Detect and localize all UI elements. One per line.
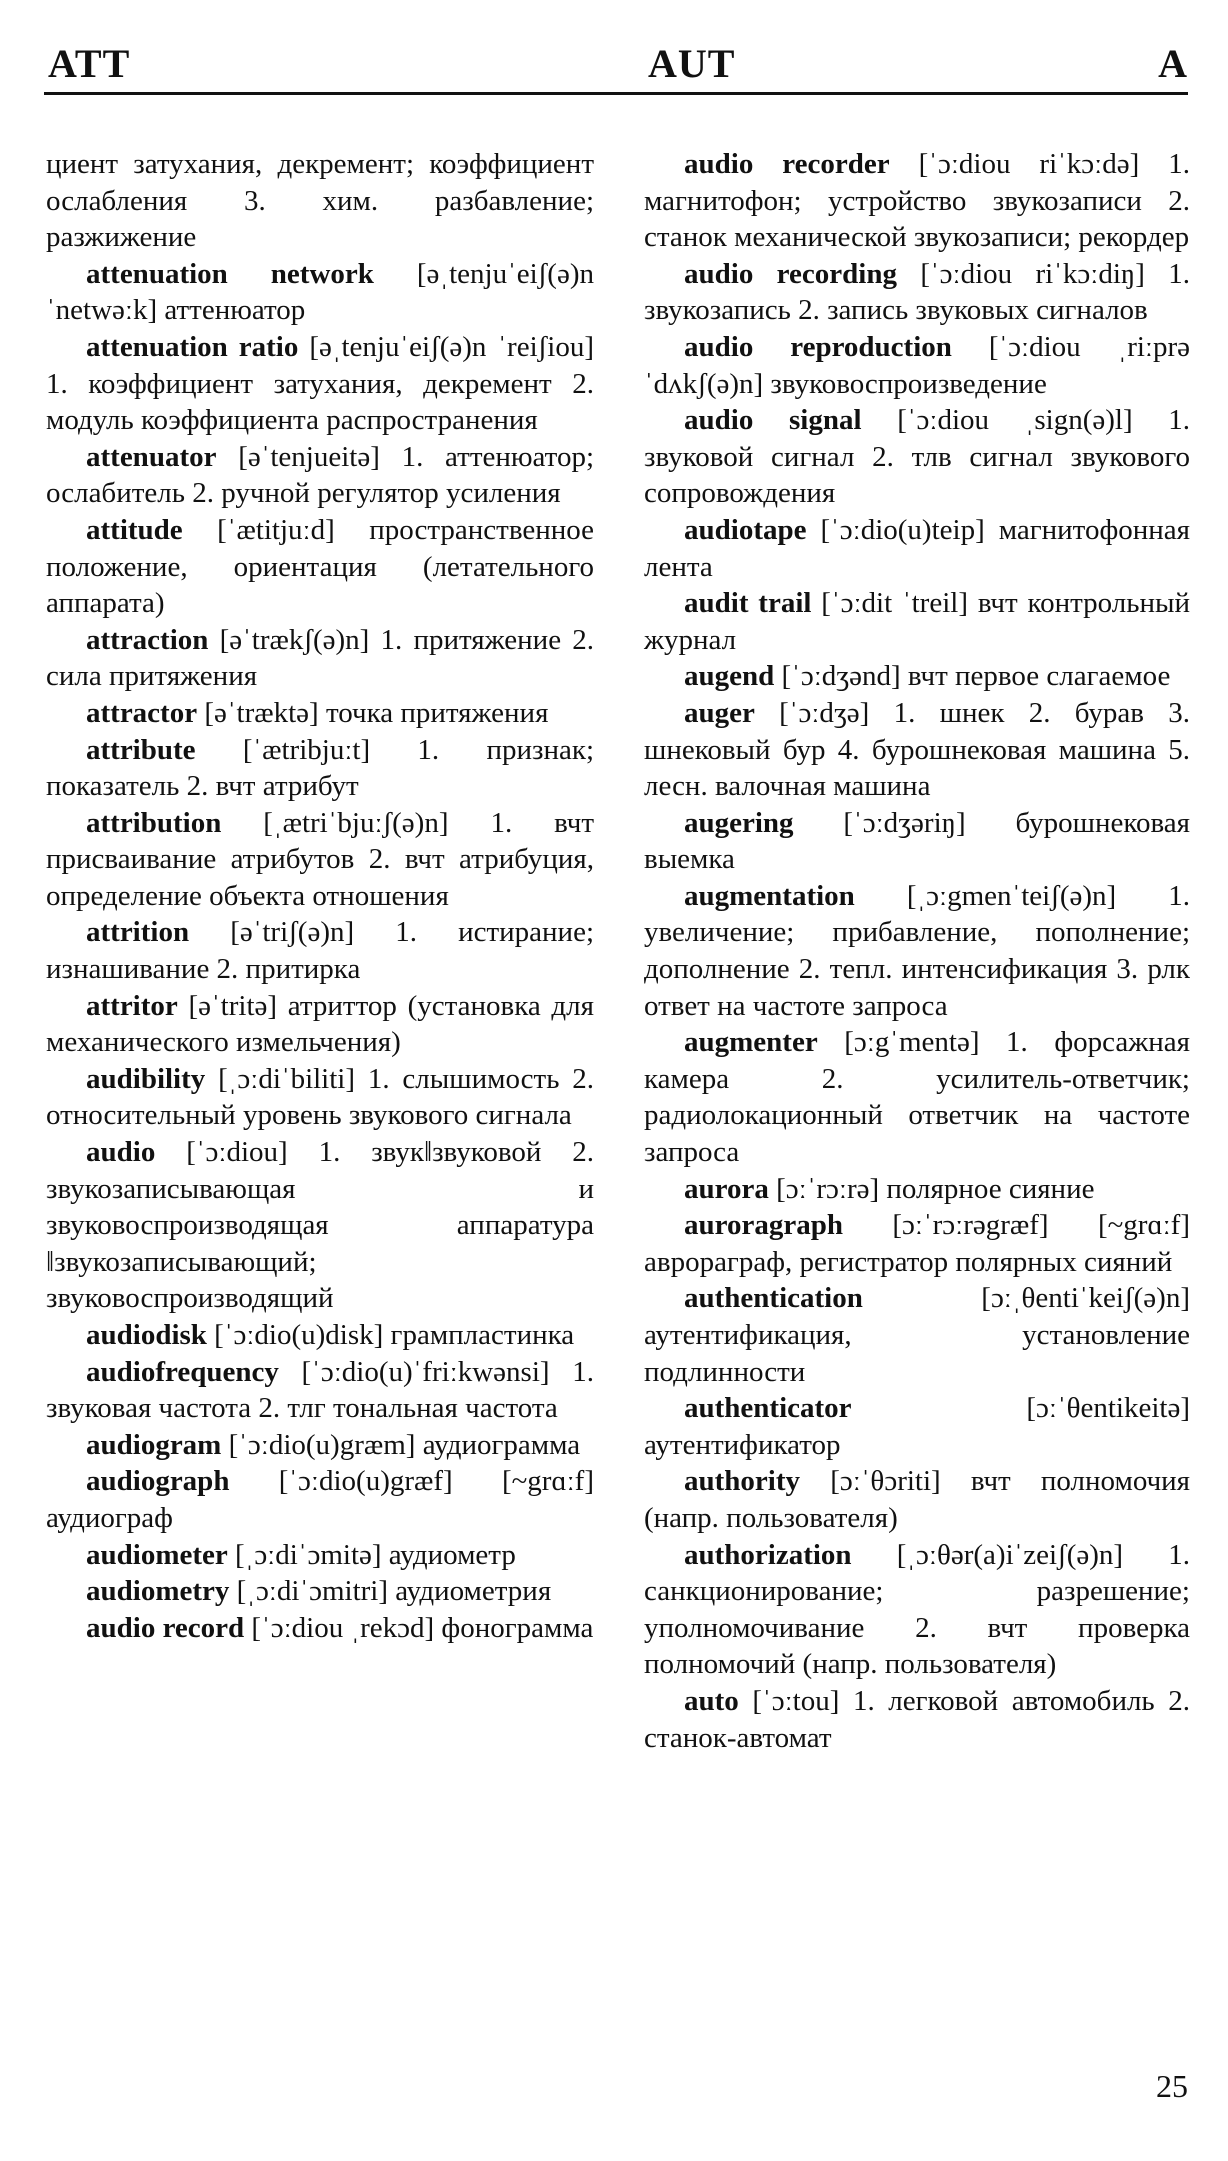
entry-transcription: [ˈɔːtou] (752, 1684, 840, 1717)
entry-definition: 1. увеличение; прибавление, пополнение; дополнение 2. тепл. интенсификация 3. рлк ответ на частоте запроса (644, 879, 1190, 1022)
dictionary-entry (644, 1171, 1190, 1208)
dictionary-entry (644, 1463, 1190, 1536)
entry-headword: authentication (684, 1282, 863, 1315)
entry-headword: attribution (86, 806, 222, 839)
entry-transcription: [ˈɔːdio(u)græf] (278, 1465, 453, 1498)
entry-headword: attraction (86, 623, 209, 656)
entry-headword: attenuation ratio (86, 330, 299, 363)
entry-transcription: [ɔːˌθentiˈkeiʃ(ə)n] (981, 1282, 1190, 1315)
entry-definition: атриттор (установка для механического измельчения) (46, 989, 594, 1059)
header-rule (44, 92, 1188, 95)
entry-headword: augering (684, 806, 794, 839)
entry-transcription: [ɔːˈθɔriti] (830, 1465, 941, 1498)
dictionary-entry (644, 512, 1190, 585)
dictionary-entry (46, 622, 594, 695)
entry-definition: 1. аттенюатор; ослабитель 2. ручной регулятор усиления (46, 440, 595, 510)
entry-transcription: [əˈtenjueitə] (238, 440, 380, 473)
entry-definition: 1. признак; показатель 2. вчт атрибут (46, 733, 595, 803)
entry-headword: auroragraph (684, 1209, 843, 1242)
entry-definition: 1. слышимость 2. относительный уровень звукового сигнала (46, 1062, 595, 1132)
entry-definition: грампластинка (390, 1319, 575, 1351)
entry-headword: audiometry (86, 1575, 230, 1608)
entry-definition: звуковоспроизведение (770, 367, 1047, 400)
entry-definition: магнитофонная лента (644, 513, 1191, 583)
entry-definition: 1. магнитофон; устройство звукозаписи 2. станок механической звукозаписи; рекордер (644, 148, 1191, 254)
entry-headword: audit trail (684, 587, 812, 620)
entry-definition: аудиометр (388, 1538, 516, 1571)
running-head (48, 40, 1188, 90)
dictionary-entry (644, 256, 1190, 329)
entry-transcription: [ˈɔːdio(u)disk] (214, 1319, 384, 1351)
entry-definition: аудиометрия (395, 1575, 552, 1608)
entry-definition: 1. санкционирование; разрешение; уполномочивание 2. вчт проверка полномочий (напр. пользователя) (644, 1538, 1190, 1681)
entry-headword: audiograph (86, 1465, 230, 1498)
entry-definition: аттенюатор (164, 294, 306, 327)
entry-definition: вчт контрольный журнал (644, 587, 1190, 656)
dictionary-entry (46, 146, 594, 256)
dictionary-entry (46, 1463, 594, 1536)
entry-definition: 1. звукозапись 2. запись звуковых сигналов (644, 257, 1190, 327)
dictionary-entry (46, 1134, 594, 1317)
entry-headword: authority (684, 1465, 800, 1498)
entry-headword: authorization (684, 1538, 852, 1571)
dictionary-entry (46, 805, 594, 915)
entry-headword: attenuator (86, 440, 217, 473)
entry-transcription: [əˈtritə] (188, 989, 278, 1022)
entry-definition: 1. коэффициент затухания, декремент 2. модуль коэффициента распространения (46, 367, 594, 437)
entry-definition: фонограмма (441, 1611, 594, 1644)
dictionary-entry (46, 329, 594, 439)
entry-headword: audibility (86, 1062, 206, 1095)
entry-transcription: [ɔːˈrɔːrəgræf] (892, 1209, 1049, 1242)
entry-definition: 1. звуковая частота 2. тлг тональная частота (46, 1355, 594, 1425)
dictionary-entry (644, 402, 1190, 512)
entry-transcription: [ˈɔːdio(u)teip] (820, 513, 985, 546)
entry-definition: [~grɑːf] аудиограф (46, 1465, 594, 1534)
entry-transcription: [ˈɔːdiou] (186, 1136, 288, 1169)
entry-headword: audio (86, 1136, 156, 1169)
dictionary-entry (644, 805, 1190, 878)
entry-headword: audio reproduction (684, 330, 952, 363)
entry-headword: audiogram (86, 1428, 222, 1461)
dictionary-entry (644, 329, 1190, 402)
entry-transcription: [ˈɔːdiou riˈkɔːdiŋ] (920, 257, 1145, 290)
entry-transcription: [ɔːˈθentikeitə] (1026, 1392, 1190, 1425)
running-head-center: AUT (648, 41, 736, 86)
entry-transcription: [ɔːgˈmentə] (844, 1026, 980, 1059)
entry-definition: 1. вчт присваивание атрибутов 2. вчт атрибуция, определение объекта отношения (46, 806, 594, 912)
entry-definition: пространственное положение, ориентация (летательного аппарата) (46, 513, 594, 620)
right-column (644, 146, 1190, 1756)
dictionary-entry (46, 1537, 594, 1574)
entry-headword: audiometer (86, 1538, 228, 1571)
entry-transcription: [əˌtenjuˈeiʃ(ə)n ˈnetwəːk] (46, 257, 594, 327)
entry-transcription: [ˈɔːdiou riˈkɔːdə] (918, 148, 1140, 180)
entry-transcription: [ˈɔːdiou ˌriːprəˈdʌkʃ(ə)n] (644, 330, 1191, 400)
entry-headword: auto (684, 1684, 739, 1717)
entry-headword: attenuation network (86, 257, 374, 290)
entry-headword: audiofrequency (86, 1355, 279, 1388)
entry-transcription: [ˈɔːdiou ˌsign(ə)l] (897, 404, 1133, 437)
entry-definition: 1. легковой автомобиль 2. станок-автомат (644, 1684, 1190, 1754)
entry-definition: аудиограмма (422, 1428, 581, 1461)
entry-headword: audiodisk (86, 1319, 207, 1351)
entry-headword: attribute (86, 733, 196, 766)
entry-transcription: [ˈɔːdio(u)græm] (228, 1428, 416, 1461)
dictionary-entry (46, 1427, 594, 1464)
dictionary-entry (644, 695, 1190, 805)
entry-transcription: [əˈtræktə] (204, 696, 319, 729)
entry-transcription: [ˈɔːdit ˈtreil] (821, 587, 968, 620)
entry-headword: audiotape (684, 513, 807, 546)
entry-transcription: [ˈætribjuːt] (242, 733, 371, 766)
entry-headword: attrition (86, 916, 190, 949)
entry-definition: циент затухания, декремент; коэффициент ослабления 3. хим. разбавление; разжижение (46, 148, 594, 254)
entry-headword: augmenter (684, 1026, 818, 1059)
dictionary-entry (46, 1354, 594, 1427)
left-column (46, 146, 594, 1646)
entry-transcription: [ɔːˈrɔːrə] (776, 1172, 880, 1205)
entry-transcription: [ˈætitjuːd] (217, 513, 335, 546)
dictionary-entry (46, 1573, 594, 1610)
dictionary-entry (46, 256, 594, 329)
dictionary-entry (644, 1024, 1190, 1170)
entry-transcription: [ˈɔːdʒə] (779, 696, 870, 729)
entry-definition: 1. притяжение 2. сила притяжения (46, 623, 595, 693)
dictionary-entry (644, 146, 1190, 256)
entry-definition: 1. звуковой сигнал 2. тлв сигнал звукового сопровождения (644, 404, 1191, 510)
dictionary-entry (46, 439, 594, 512)
entry-definition: 1. шнек 2. бурав 3. шнековый бур 4. бурошнековая машина 5. лесн. валочная машина (644, 696, 1190, 803)
dictionary-entry (644, 1390, 1190, 1463)
entry-headword: audio record (86, 1611, 245, 1644)
entry-transcription: [ˌɔːgmenˈteiʃ(ə)n] (906, 879, 1117, 912)
entry-transcription: [ˌætriˈbjuːʃ(ə)n] (263, 806, 449, 839)
entry-transcription: [əˈtriʃ(ə)n] (230, 916, 355, 949)
dictionary-entry (46, 732, 594, 805)
dictionary-entry (46, 1061, 594, 1134)
entry-headword: attritor (86, 989, 178, 1022)
entry-headword: aurora (684, 1172, 769, 1205)
entry-definition: вчт полномочия (напр. пользователя) (644, 1465, 1191, 1534)
entry-definition: аутентификация, установление подлинности (644, 1319, 1190, 1388)
entry-definition: [~grɑːf] аврораграф, регистратор полярных сияний (644, 1209, 1190, 1278)
entry-definition: точка притяжения (325, 696, 549, 729)
entry-transcription: [ˈɔːdiou ˌrekɔd] (251, 1611, 435, 1644)
running-head-right: A (1158, 41, 1188, 86)
entry-definition: вчт первое слагаемое (907, 660, 1171, 693)
dictionary-entry (644, 1683, 1190, 1756)
entry-headword: attitude (86, 513, 183, 546)
entry-headword: augend (684, 660, 775, 693)
entry-transcription: [ˌɔːθər(a)iˈzeiʃ(ə)n] (896, 1538, 1124, 1571)
entry-definition: полярное сияние (886, 1172, 1095, 1205)
entry-transcription: [ˌɔːdiˈɔmitə] (235, 1538, 382, 1571)
entry-definition: 1. звук‖звуковой 2. звукозаписывающая и звуковоспроизводящая аппаратура ‖звукозаписывающий; звуковоспроизводящий (46, 1136, 595, 1315)
dictionary-entry (644, 658, 1190, 695)
entry-transcription: [ˈɔːdʒənd] (781, 660, 901, 693)
entry-transcription: [əˌtenjuˈeiʃ(ə)n ˈreiʃiou] (309, 330, 594, 363)
entry-transcription: [ˈɔːdʒəriŋ] (843, 806, 966, 839)
running-head-left: ATT (48, 41, 131, 86)
entry-transcription: [ˌɔːdiˈɔmitri] (236, 1575, 388, 1608)
dictionary-entry (644, 585, 1190, 658)
entry-headword: audio recorder (684, 148, 890, 180)
entry-definition: бурошнековая выемка (644, 806, 1190, 876)
entry-transcription: [ˈɔːdio(u)ˈfriːkwənsi] (301, 1355, 550, 1388)
entry-headword: augmentation (684, 879, 855, 912)
entry-transcription: [əˈtrækʃ(ə)n] (219, 623, 370, 656)
dictionary-entry (644, 1280, 1190, 1390)
entry-transcription: [ˌɔːdiˈbiliti] (218, 1062, 356, 1095)
dictionary-entry (644, 878, 1190, 1024)
entry-headword: auger (684, 696, 755, 729)
entry-headword: audio signal (684, 404, 862, 437)
entry-definition: 1. форсажная камера 2. усилитель-ответчик; радиолокационный ответчик на частоте запроса (644, 1026, 1190, 1169)
entry-headword: attractor (86, 696, 198, 729)
dictionary-entry (46, 695, 594, 732)
dictionary-entry (46, 1610, 594, 1647)
page-number: 25 (1156, 2068, 1188, 2104)
dictionary-entry (644, 1207, 1190, 1280)
entry-definition: 1. истирание; изнашивание 2. притирка (46, 916, 595, 986)
entry-headword: audio recording (684, 257, 897, 290)
dictionary-entry (46, 1317, 594, 1354)
dictionary-entry (46, 512, 594, 622)
entry-definition: аутентификатор (644, 1428, 841, 1461)
entry-headword: authenticator (684, 1392, 852, 1425)
dictionary-entry (46, 988, 594, 1061)
dictionary-entry (644, 1537, 1190, 1683)
dictionary-entry (46, 914, 594, 987)
